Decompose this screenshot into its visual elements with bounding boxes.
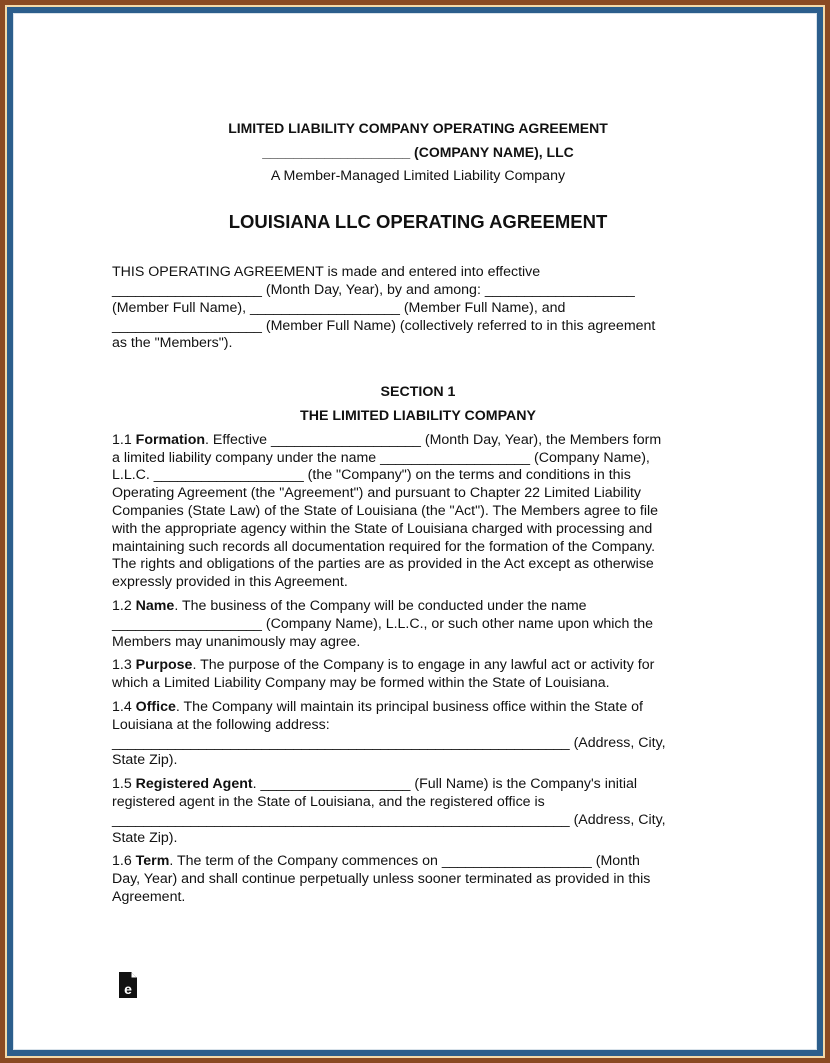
clause-number: 1.1 [112,431,136,448]
intro-paragraph [112,264,724,353]
intro-line: (Member Full Name), ___________________ (Member Full Name), and [112,299,566,316]
clause-heading: Purpose [135,657,193,674]
eforms-logo-icon [118,971,138,999]
clause-line: maintaining such records all documentation required for the formation of the Company. [112,538,656,555]
clause-text: . The Company will maintain its principal business office within the State of [175,698,643,715]
clause-line [112,776,724,794]
clause-name [112,598,724,651]
clause-heading: Term [135,853,170,870]
clause-heading: Formation [135,431,206,448]
page-title: LOUISIANA LLC OPERATING AGREEMENT [228,211,608,233]
clause-term [112,853,724,906]
clause-heading: Registered Agent [135,776,253,793]
clause-line: The rights and obligations of the parties are as provided in the Act except as otherwise [112,556,654,573]
clause-number: 1.3 [112,657,136,674]
clause-office [112,699,724,770]
clause-number: 1.5 [112,776,136,793]
clause-text: . The purpose of the Company is to engage in any lawful act or activity for [192,657,655,674]
clause-text: . The business of the Company will be conducted under the name [174,597,587,614]
clause-number: 1.4 [112,698,136,715]
intro-line: ___________________ (Member Full Name) (collectively referred to in this agreement [112,317,656,334]
doc-header-line1: LIMITED LIABILITY COMPANY OPERATING AGREEMENT [228,120,608,136]
clause-line: L.L.C. ___________________ (the "Company") on the terms and conditions in this [112,467,631,484]
intro-line: as the "Members"). [112,335,233,352]
intro-line: THIS OPERATING AGREEMENT is made and entered into effective [112,264,541,281]
clause-line: with the appropriate agency within the State of Louisiana charged with processing and [112,520,653,537]
clause-line [112,657,724,675]
clause-line: Companies (State Law) of the State of Louisiana (the "Act"). The Members agree to file [112,502,659,519]
logo-letter: e [124,981,132,997]
company-name-line: ___________________ (COMPANY NAME), LLC [262,143,574,160]
clause-line [112,853,724,871]
document-body [112,120,724,907]
clause-purpose [112,657,724,693]
clause-number: 1.6 [112,853,136,870]
clause-line: which a Limited Liability Company may be formed within the State of Louisiana. [112,675,610,692]
document-page [13,13,817,1050]
doc-subtitle: A Member-Managed Limited Liability Company [270,167,566,184]
clause-line: ___________________ (Company Name), L.L.C., or such other name upon which the [112,615,654,632]
section-number: SECTION 1 [380,384,456,401]
clause-line: __________________________________________________________ (Address, City, [112,811,666,828]
clause-formation [112,432,724,592]
clause-registered-agent [112,776,724,847]
clause-line: Day, Year) and shall continue perpetually unless sooner terminated as provided in this [112,871,651,888]
clause-line: State Zip). [112,752,178,769]
clause-text: . The term of the Company commences on ___________________ (Month [169,853,640,870]
frame-border [7,7,823,1056]
section-title: THE LIMITED LIABILITY COMPANY [300,407,536,424]
clause-line: Louisiana at the following address: [112,716,330,733]
frame-mat [5,5,825,1058]
clause-text: . ___________________ (Full Name) is the Company's initial [252,776,638,793]
clause-line [112,699,724,717]
clause-line [112,432,724,450]
intro-line: ___________________ (Month Day, Year), by and among: ___________________ [112,281,635,298]
clause-line [112,598,724,616]
clause-line: registered agent in the State of Louisiana, and the registered office is [112,793,545,810]
clause-line: Agreement. [112,888,186,905]
clause-line: State Zip). [112,829,178,846]
clause-text: . Effective ___________________ (Month Day, Year), the Members form [205,431,662,448]
clause-number: 1.2 [112,597,136,614]
clause-heading: Office [135,698,176,715]
clause-line: Members may unanimously may agree. [112,633,361,650]
clause-line: Operating Agreement (the "Agreement") and pursuant to Chapter 22 Limited Liability [112,485,642,502]
clause-line: a limited liability company under the name ___________________ (Company Name), [112,449,650,466]
clause-line: expressly provided in this Agreement. [112,574,348,591]
clause-heading: Name [135,597,175,614]
clause-line: __________________________________________________________ (Address, City, [112,734,666,751]
